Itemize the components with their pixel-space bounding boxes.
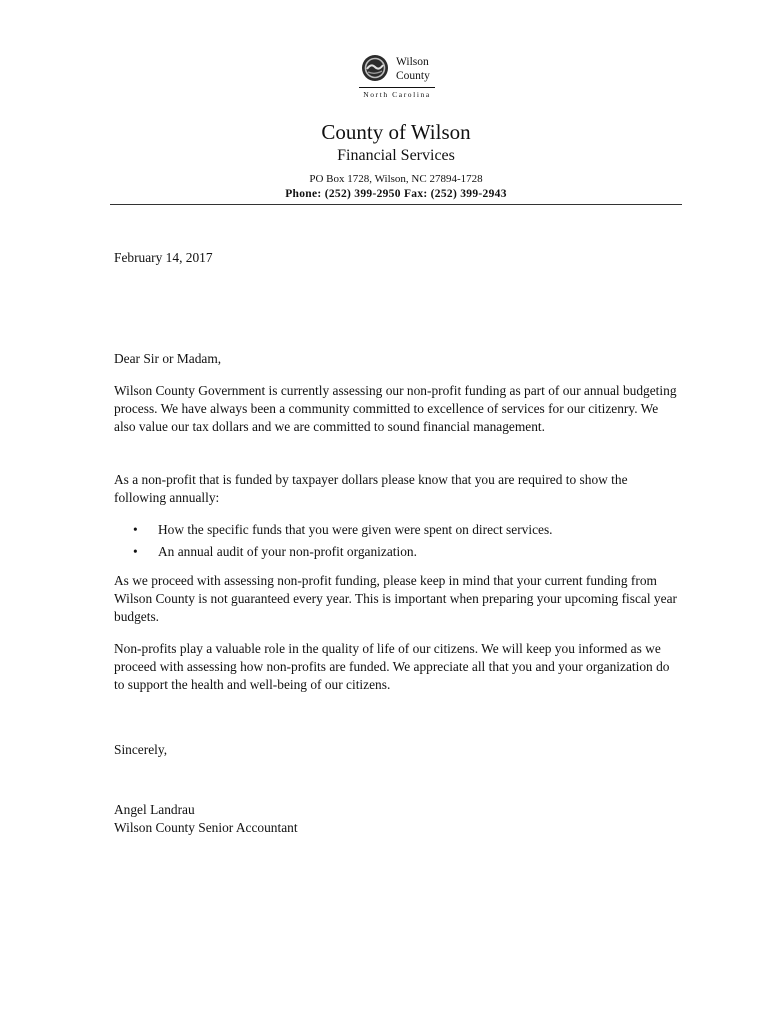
letterhead-title: County of Wilson: [321, 120, 471, 144]
logo-name-line1: Wilson: [396, 56, 429, 68]
bullet-icon: •: [133, 544, 138, 559]
list-item-text: An annual audit of your non-profit organization.: [158, 544, 417, 559]
county-logo: [359, 52, 435, 102]
letterhead-contact: Phone: (252) 399-2950 Fax: (252) 399-2943: [285, 188, 507, 200]
letter-paragraph-3: As we proceed with assessing non-profit funding, please keep in mind that your current funding from Wilson County is not guaranteed every year. This is important when preparing your upcoming fiscal year budgets.: [114, 573, 677, 624]
signer-title: Wilson County Senior Accountant: [114, 820, 298, 835]
letterhead-department: Financial Services: [337, 147, 455, 164]
letter-paragraph-1: Wilson County Government is currently assessing our non-profit funding as part of our annual budgeting process. We have always been a community committed to excellence of services for our citizenry. We also value our tax dollars and we are committed to sound financial management.: [114, 383, 677, 434]
signer-name: Angel Landrau: [114, 802, 195, 817]
letter-closing: Sincerely,: [114, 742, 168, 757]
logo-divider: [359, 87, 435, 88]
letter-salutation: Dear Sir or Madam,: [114, 351, 222, 366]
requirements-list: [114, 519, 679, 563]
list-item: [114, 519, 679, 541]
logo-name-line2: County: [396, 70, 430, 82]
county-seal-icon: [361, 54, 389, 82]
list-item: [114, 541, 679, 563]
letterhead-divider: [110, 204, 682, 205]
letter-paragraph-2: As a non-profit that is funded by taxpayer dollars please know that you are required to show the following annually:: [114, 472, 628, 505]
logo-state: North Carolina: [363, 90, 431, 99]
letterhead-address: PO Box 1728, Wilson, NC 27894-1728: [309, 173, 483, 185]
bullet-icon: •: [133, 522, 138, 537]
list-item-text: How the specific funds that you were given were spent on direct services.: [158, 522, 553, 537]
letter-date: February 14, 2017: [114, 250, 213, 265]
letter-paragraph-4: Non-profits play a valuable role in the quality of life of our citizens. We will keep you informed as we proceed with assessing how non-profits are funded. We appreciate all that you and your organization do to support the health and well-being of our citizens.: [114, 641, 670, 692]
